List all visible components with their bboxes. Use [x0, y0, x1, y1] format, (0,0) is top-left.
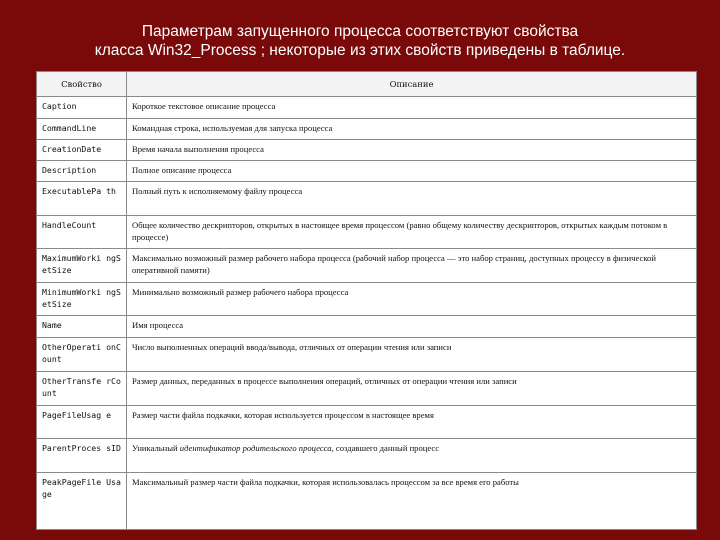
table-row [37, 473, 697, 530]
property-description: Время начала выполнения процесса [127, 140, 697, 161]
table-row [37, 140, 697, 161]
property-name: OtherTransfe rCount [37, 372, 127, 406]
table-row [37, 249, 697, 283]
table-row [37, 119, 697, 140]
property-description: Минимально возможный размер рабочего набора процесса [127, 283, 697, 316]
property-description: Максимально возможный размер рабочего набора процесса (рабочий набор процесса — это набор страниц, доступных процессу в физической оперативной памяти) [127, 249, 697, 283]
description-italic-text: идентификатор родительского процесса [179, 443, 332, 453]
property-description: Максимальный размер части файла подкачки, которая использовалась процессом за все время его работы [127, 473, 697, 530]
table-row [37, 216, 697, 249]
property-name: PeakPageFile Usage [37, 473, 127, 530]
property-description [127, 439, 697, 473]
property-name: MaximumWorki ngSetSize [37, 249, 127, 283]
property-name: HandleCount [37, 216, 127, 249]
property-name: OtherOperati onCount [37, 338, 127, 372]
property-name: CommandLine [37, 119, 127, 140]
description-text: , создавшего данный процесс [331, 443, 440, 453]
table-row [37, 161, 697, 182]
property-name: ExecutablePa th [37, 182, 127, 216]
table-row [37, 338, 697, 372]
property-description: Размер части файла подкачки, которая используется процессом в настоящее время [127, 406, 697, 439]
description-text: Уникальный [132, 443, 180, 453]
property-description: Короткое текстовое описание процесса [127, 97, 697, 119]
property-name: PageFileUsag e [37, 406, 127, 439]
properties-table [36, 71, 697, 530]
table-row [37, 406, 697, 439]
table-row [37, 372, 697, 406]
header-description: Описание [127, 72, 697, 97]
property-name: ParentProces sID [37, 439, 127, 473]
property-description: Полное описание процесса [127, 161, 697, 182]
property-name: MinimumWorki ngSetSize [37, 283, 127, 316]
title-line-1: Параметрам запущенного процесса соответствуют свойства [141, 23, 579, 40]
property-description: Имя процесса [127, 316, 697, 338]
property-description: Полный путь к исполняемому файлу процесса [127, 182, 697, 216]
property-description: Размер данных, переданных в процессе выполнения операций, отличных от операции чтения или записи [127, 372, 697, 406]
property-description: Число выполненных операций ввода/вывода, отличных от операции чтения или записи [127, 338, 697, 372]
table-header-row [37, 72, 697, 97]
property-name: Name [37, 316, 127, 338]
header-property: Свойство [37, 72, 127, 97]
table-row [37, 316, 697, 338]
property-name: CreationDate [37, 140, 127, 161]
table-row [37, 97, 697, 119]
property-name: Description [37, 161, 127, 182]
title-line-2: класса Win32_Process ; некоторые из этих свойств приведены в таблице. [94, 42, 626, 59]
slide-title [0, 22, 720, 60]
property-description: Общее количество дескрипторов, открытых в настоящее время процессом (равно общему количеству дескрипторов, открытых каждым потоком в процессе) [127, 216, 697, 249]
property-name: Caption [37, 97, 127, 119]
table-row [37, 182, 697, 216]
table-row [37, 439, 697, 473]
table-row [37, 283, 697, 316]
property-description: Командная строка, используемая для запуска процесса [127, 119, 697, 140]
